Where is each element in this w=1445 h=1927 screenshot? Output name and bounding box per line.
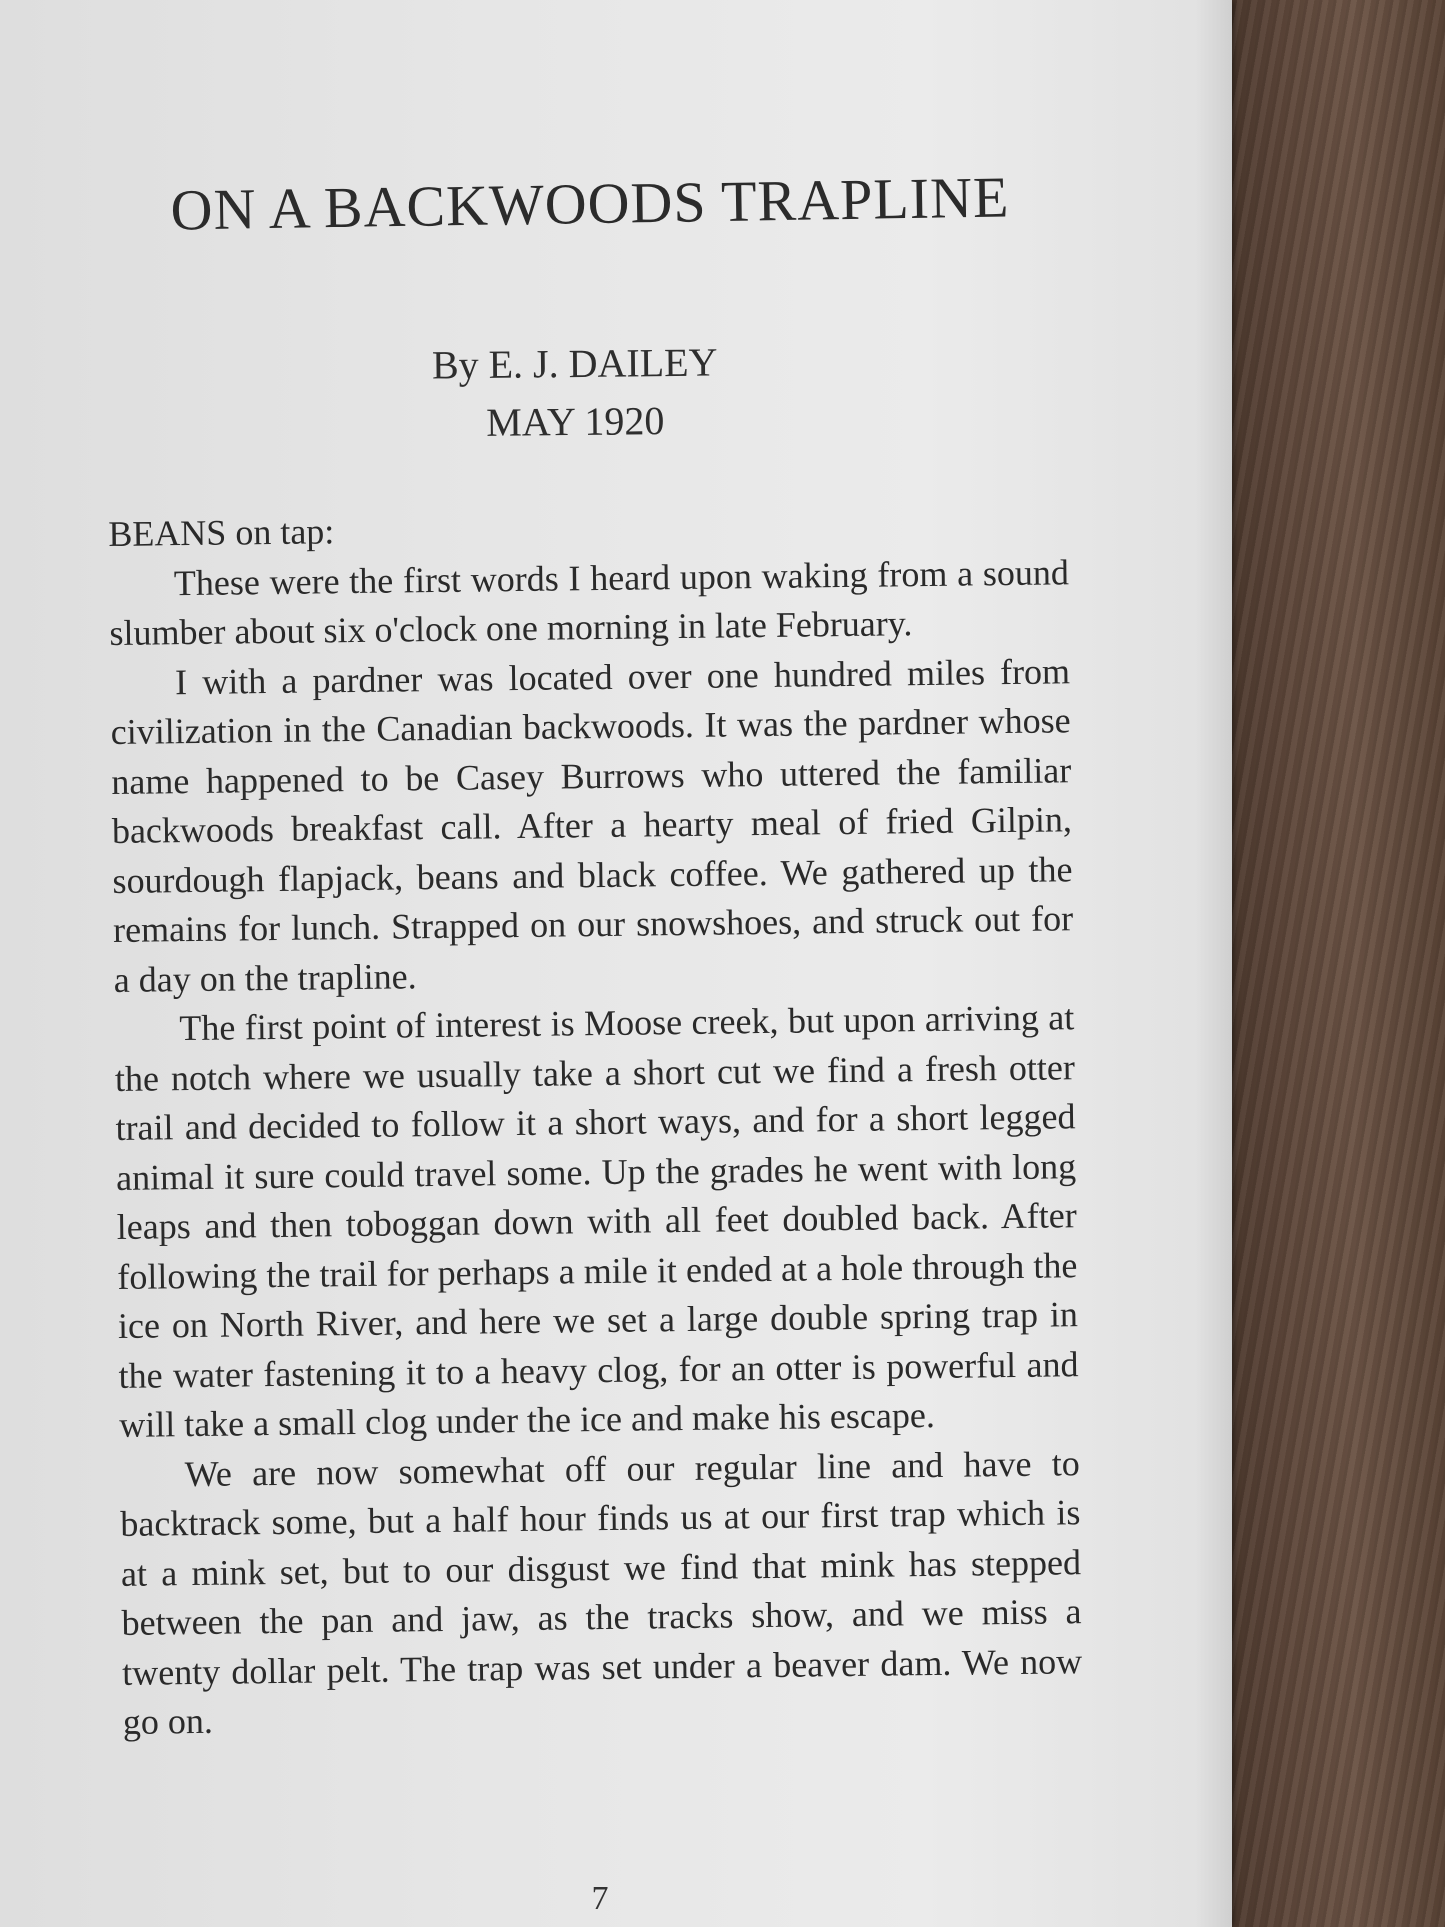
article-body bbox=[108, 498, 1083, 1747]
page-number: 7 bbox=[591, 1880, 609, 1917]
paragraph: The first point of interest is Moose creek, but upon arriving at the notch where we usually take a short cut we find a fresh otter trail and decided to follow it a short ways, and for a short legged animal it sure could travel some. Up the grades he went with long leaps and then toboggan down with all feet doubled back. After following the trail for perhaps a mile it ended at a hole through the ice on North River, and here we set a large double spring trap in the water fastening it to a heavy clog, for an otter is powerful and will take a small clog under the ice and make his escape. bbox=[114, 997, 1079, 1445]
paragraph: I with a pardner was located over one hundred miles from civilization in the Canadian backwoods. It was the pardner whose name happened to be Casey Burrows who uttered the familiar backwoods breakfast call. After a hearty meal of fried Gilpin, sourdough flapjack, beans and black coffee. We gathered up the remains for lunch. Strapped on our snowshoes, and struck out for a day on the trapline. bbox=[110, 650, 1074, 1000]
paragraph: These were the first words I heard upon waking from a sound slumber about six o'clock one morning in late February. bbox=[109, 551, 1070, 653]
author-line: By E. J. DAILEY bbox=[431, 339, 718, 388]
paragraph: We are now somewhat off our regular line and have to backtrack some, but a half hour finds us at our first trap which is at a mink set, but to our disgust we find that mink has stepped between the pan and jaw, as the tracks show, and we miss a twenty dollar pelt. The trap was set under a beaver dam. We now go on. bbox=[120, 1442, 1083, 1742]
lead-line: BEANS on tap: bbox=[108, 511, 335, 554]
byline bbox=[399, 333, 750, 453]
wood-table-background bbox=[1220, 0, 1445, 1927]
article-title: ON A BACKWOODS TRAPLINE bbox=[170, 164, 1010, 243]
date-line: MAY 1920 bbox=[485, 398, 665, 445]
